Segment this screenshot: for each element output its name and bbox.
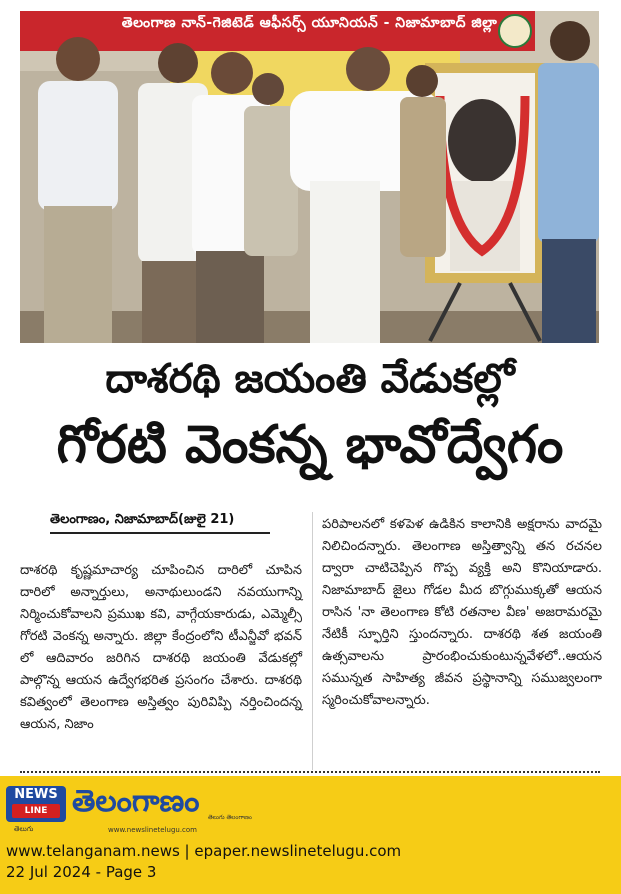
article-photo (20, 11, 599, 343)
article-column-left: దాశరథి కృష్ణమాచార్య చూపించిన దారిలో చూపిన దారిలో అన్నార్తులు, అనాథులుండని నవయుగాన్ని నిర్మించుకోవాలని ప్రముఖ కవి, వాగ్గేయకారుడు, ఎమ్మెల్సీ గోరటి వెంకన్న అన్నారు. జిల్లా కేంద్రంలోని టీఎన్జీవో భవన్ లో ఆదివారం జరిగిన దాశరథి జయంతి వేడుకల్లో పాల్గొన్న ఆయన ఉద్వేగభరిత ప్రసంగం చేశారు. దాశరథి కవిత్వంలో తెలంగాణ అస్తిత్వం పురివిప్పి నర్తించిందన్న ఆయన, నిజాం (20, 563, 302, 732)
brand-title: తెలంగాణం (72, 784, 200, 819)
footer-edition: 22 Jul 2024 - Page 3 (6, 863, 157, 881)
logo-subtitle: తెలుగు (14, 825, 34, 833)
newsline-logo (6, 786, 66, 822)
dateline: తెలంగాణం, నిజామాబాద్(జులై 21) (50, 512, 235, 527)
brand-tagline: తెలుగు తెలంగాణం (208, 814, 252, 821)
column-divider (312, 512, 313, 770)
headline-line1: దాశరథి జయంతి వేడుకల్లో (105, 356, 515, 402)
brand-url[interactable]: www.newslinetelugu.com (108, 826, 197, 834)
dotted-separator (20, 771, 600, 773)
headline-line2: గోరటి వెంకన్న భావోద్వేగం (56, 415, 564, 475)
dateline-rule (50, 532, 270, 534)
article-column-right: పరిపాలనలో కళపెళ ఉడికిన కాలానికి అక్షరాను వాదమై నిలిచిందన్నారు. తెలంగాణ అస్తిత్వాన్ని తన రచనల ద్వారా చాటిచెప్పిన గొప్ప వ్యక్తి అని కొనియాడారు. నిజామాబాద్ జైలు గోడల మీద బొగ్గుముక్కతో ఆయన రాసిన 'నా తెలంగాణ కోటి రతనాల వీణ' అజరామరమై నేటికీ స్ఫూర్తిని స్తుందన్నారు. దాశరథి శత జయంతి ఉత్సవాలను ప్రారంభించుకుంటున్నవేళలో..ఆయన సమున్నత సాహిత్య జీవన ప్రస్థానాన్ని సముజ్వలంగా స్మరించుకోవాలన్నారు. (322, 517, 602, 708)
footer-bar (0, 776, 621, 894)
logo-news-text: NEWS (14, 787, 58, 802)
logo-line-text: LINE (12, 804, 60, 818)
banner-text: తెలంగాణ నాన్-గెజిటెడ్ ఆఫీసర్స్ యూనియన్ - నిజామాబాద్ జిల్లా (121, 15, 498, 31)
footer-sites[interactable]: www.telanganam.news | epaper.newslinetelugu.com (6, 842, 402, 860)
